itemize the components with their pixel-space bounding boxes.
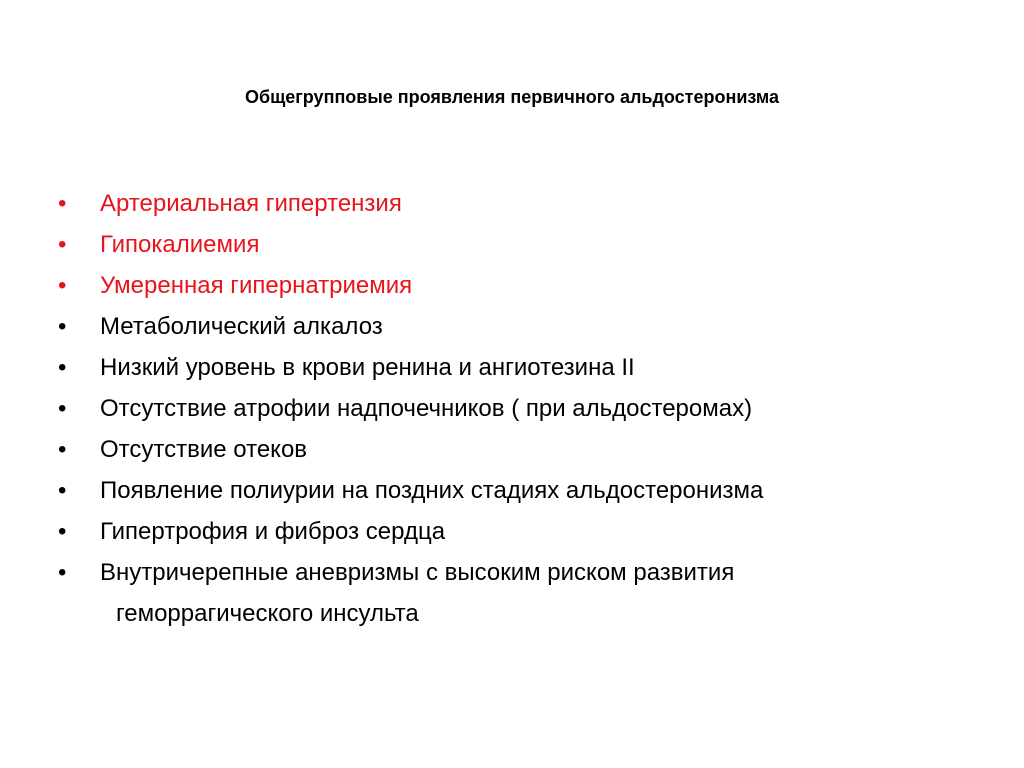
- list-item-text: Метаболический алкалоз: [100, 313, 383, 340]
- list-item: [58, 552, 998, 634]
- list-item: [58, 347, 998, 388]
- slide-title: Общегрупповые проявления первичного альдостеронизма: [244, 87, 779, 107]
- bullet-icon: •: [58, 559, 67, 586]
- bullet-icon: •: [58, 518, 67, 545]
- list-item-text: Умеренная гипернатриемия: [100, 272, 413, 299]
- bullet-list: [58, 183, 998, 634]
- list-item: [58, 388, 998, 429]
- bullet-icon: •: [58, 272, 67, 299]
- list-item: [58, 306, 998, 347]
- bullet-icon: •: [58, 477, 67, 504]
- list-item: [58, 265, 998, 306]
- bullet-icon: •: [58, 231, 67, 258]
- bullet-icon: •: [58, 354, 67, 381]
- bullet-icon: •: [58, 190, 67, 217]
- list-item-text: Гипертрофия и фиброз сердца: [100, 518, 446, 545]
- list-item: [58, 183, 998, 224]
- list-item-text: Отсутствие отеков: [100, 436, 308, 463]
- list-item-text: Артериальная гипертензия: [100, 190, 402, 217]
- bullet-icon: •: [58, 395, 67, 422]
- list-item: [58, 429, 998, 470]
- bullet-icon: •: [58, 313, 67, 340]
- list-item-text: Отсутствие атрофии надпочечников ( при альдостеромах): [100, 395, 753, 422]
- list-item: [58, 511, 998, 552]
- list-item-text: Внутричерепные аневризмы с высоким риском развития: [100, 559, 735, 586]
- list-item: [58, 470, 998, 511]
- list-item-text: Гипокалиемия: [100, 231, 260, 258]
- list-item-continuation: геморрагического инсульта: [116, 600, 419, 627]
- list-item-text: Низкий уровень в крови ренина и ангиотезина II: [100, 354, 635, 381]
- list-item-text: Появление полиурии на поздних стадиях альдостеронизма: [100, 477, 764, 504]
- bullet-icon: •: [58, 436, 67, 463]
- list-item: [58, 224, 998, 265]
